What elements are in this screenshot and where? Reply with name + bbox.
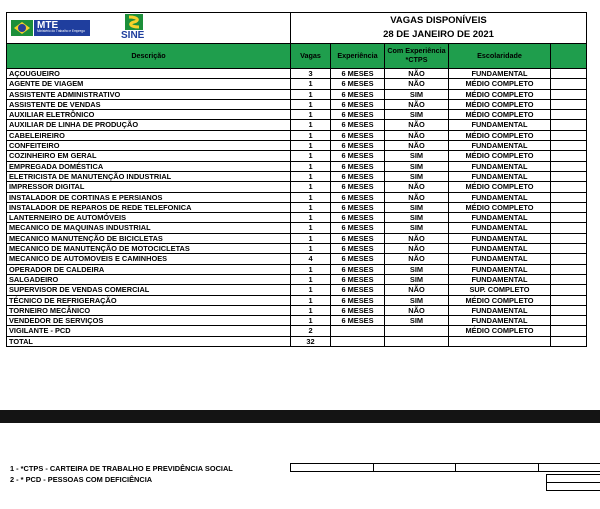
cell-escolaridade: FUNDAMENTAL <box>449 316 551 326</box>
cell-descricao: TÉCNICO DE REFRIGERAÇÃO <box>7 295 291 305</box>
cell-experiencia: 6 MESES <box>331 264 385 274</box>
cell-descricao: IMPRESSOR DIGITAL <box>7 182 291 192</box>
cell-descricao: ELETRICISTA DE MANUTENÇÃO INDUSTRIAL <box>7 171 291 181</box>
cell-descricao: EMPREGADA DOMÉSTICA <box>7 161 291 171</box>
cell-vagas: 1 <box>291 141 331 151</box>
cell-blank <box>551 316 587 326</box>
cell-ctps: NÃO <box>385 285 449 295</box>
cell-escolaridade: MÉDIO COMPLETO <box>449 89 551 99</box>
cell-escolaridade: FUNDAMENTAL <box>449 213 551 223</box>
cell-vagas: 1 <box>291 99 331 109</box>
cell-experiencia: 6 MESES <box>331 99 385 109</box>
footnote-pcd: 2 - * PCD - PESSOAS COM DEFICIÊNCIA <box>10 475 153 484</box>
cell-blank <box>551 79 587 89</box>
cell-vagas: 1 <box>291 305 331 315</box>
cell-vagas: 1 <box>291 213 331 223</box>
cell-escolaridade: MÉDIO COMPLETO <box>449 326 551 336</box>
cell-descricao: AUXILIAR DE LINHA DE PRODUÇÃO <box>7 120 291 130</box>
cell-descricao: AÇOUGUEIRO <box>7 69 291 79</box>
cell-blank <box>551 295 587 305</box>
cell-vagas: 1 <box>291 130 331 140</box>
cell-escolaridade: MÉDIO COMPLETO <box>449 182 551 192</box>
cell-descricao: MECANICO MANUTENÇÃO DE BICICLETAS <box>7 233 291 243</box>
table-row <box>7 79 587 89</box>
cell-ctps: NÃO <box>385 120 449 130</box>
logo-cell <box>7 13 291 44</box>
cell-ctps: NÃO <box>385 182 449 192</box>
cell-vagas: 1 <box>291 161 331 171</box>
table-row <box>7 305 587 315</box>
cell-descricao: TORNEIRO MECÂNICO <box>7 305 291 315</box>
total-row <box>7 336 587 346</box>
footnote-ctps: 1 - *CTPS - CARTEIRA DE TRABALHO E PREVIDÊNCIA SOCIAL <box>10 464 233 473</box>
cell-ctps: SIM <box>385 89 449 99</box>
cell-vagas: 1 <box>291 285 331 295</box>
cell-ctps: SIM <box>385 223 449 233</box>
cell-escolaridade: FUNDAMENTAL <box>449 223 551 233</box>
table-row <box>7 264 587 274</box>
cell-vagas: 1 <box>291 202 331 212</box>
table-row <box>7 99 587 109</box>
cell-descricao: INSTALADOR DE CORTINAS E PERSIANOS <box>7 192 291 202</box>
table-row <box>7 171 587 181</box>
cell-escolaridade: FUNDAMENTAL <box>449 192 551 202</box>
cell-experiencia: 6 MESES <box>331 213 385 223</box>
cell-experiencia: 6 MESES <box>331 141 385 151</box>
cell-vagas: 1 <box>291 171 331 181</box>
total-label: TOTAL <box>7 336 291 346</box>
cell-ctps: NÃO <box>385 233 449 243</box>
cell-experiencia: 6 MESES <box>331 274 385 284</box>
cell-vagas: 1 <box>291 110 331 120</box>
cell-descricao: VENDEDOR DE SERVIÇOS <box>7 316 291 326</box>
cell-ctps: NÃO <box>385 192 449 202</box>
column-header-experiencia: Experiência <box>331 44 385 69</box>
table-row <box>7 233 587 243</box>
page-date: 28 DE JANEIRO DE 2021 <box>383 29 494 40</box>
cell-escolaridade: MÉDIO COMPLETO <box>449 79 551 89</box>
column-header-descricao: Descrição <box>7 44 291 69</box>
cell-experiencia: 6 MESES <box>331 192 385 202</box>
cell-blank <box>551 305 587 315</box>
table-row <box>7 141 587 151</box>
cell-blank <box>551 285 587 295</box>
cell-blank <box>551 254 587 264</box>
brazil-flag-icon <box>11 20 33 36</box>
cell-descricao: SALGADEIRO <box>7 274 291 284</box>
page-title: VAGAS DISPONÍVEIS <box>390 15 487 26</box>
table-row <box>7 182 587 192</box>
cell-blank <box>551 326 587 336</box>
cell-escolaridade: SUP. COMPLETO <box>449 285 551 295</box>
total-vagas: 32 <box>291 336 331 346</box>
vacancies-sheet <box>6 12 586 347</box>
cell-experiencia: 6 MESES <box>331 130 385 140</box>
table-row <box>7 120 587 130</box>
cell-blank <box>551 99 587 109</box>
cell-escolaridade: FUNDAMENTAL <box>449 161 551 171</box>
cell-escolaridade: FUNDAMENTAL <box>449 233 551 243</box>
cell-ctps: NÃO <box>385 130 449 140</box>
cell-blank <box>551 141 587 151</box>
cell-blank <box>551 202 587 212</box>
cell-descricao: AUXILIAR ELETRÔNICO <box>7 110 291 120</box>
cell-vagas: 1 <box>291 264 331 274</box>
cell-descricao: MECANICO DE AUTOMOVEIS E CAMINHOES <box>7 254 291 264</box>
table-row <box>7 110 587 120</box>
table-row <box>7 326 587 336</box>
cell-ctps: SIM <box>385 110 449 120</box>
sine-logo-text: SINE <box>121 30 145 41</box>
cell-ctps: NÃO <box>385 79 449 89</box>
cell-experiencia: 6 MESES <box>331 161 385 171</box>
cell-experiencia: 6 MESES <box>331 151 385 161</box>
cell-escolaridade: FUNDAMENTAL <box>449 274 551 284</box>
title-cell <box>291 13 587 44</box>
cell-ctps <box>385 326 449 336</box>
cell-ctps: SIM <box>385 171 449 181</box>
cell-descricao: MECANICO DE MANUTENÇÃO DE MOTOCICLETAS <box>7 244 291 254</box>
cell-experiencia: 6 MESES <box>331 244 385 254</box>
cell-descricao: ASSISTENTE ADMINISTRATIVO <box>7 89 291 99</box>
cell-experiencia: 6 MESES <box>331 120 385 130</box>
cell-vagas: 1 <box>291 233 331 243</box>
table-row <box>7 192 587 202</box>
cell-vagas: 1 <box>291 79 331 89</box>
cell-experiencia: 6 MESES <box>331 316 385 326</box>
cell-blank <box>551 274 587 284</box>
table-row <box>7 89 587 99</box>
cell-experiencia: 6 MESES <box>331 171 385 181</box>
cell-blank <box>551 89 587 99</box>
cell-descricao: CABELEIREIRO <box>7 130 291 140</box>
cell-vagas: 2 <box>291 326 331 336</box>
table-row <box>7 316 587 326</box>
cell-descricao: SUPERVISOR DE VENDAS COMERCIAL <box>7 285 291 295</box>
cell-blank <box>551 182 587 192</box>
table-row <box>7 161 587 171</box>
cell-blank <box>551 110 587 120</box>
cell-escolaridade: FUNDAMENTAL <box>449 244 551 254</box>
cell-experiencia: 6 MESES <box>331 285 385 295</box>
cell-blank <box>551 161 587 171</box>
cell-escolaridade: FUNDAMENTAL <box>449 171 551 181</box>
cell-blank <box>551 264 587 274</box>
cell-experiencia: 6 MESES <box>331 182 385 192</box>
vacancies-table <box>6 12 587 347</box>
table-row <box>7 130 587 140</box>
cell-experiencia: 6 MESES <box>331 233 385 243</box>
cell-escolaridade: FUNDAMENTAL <box>449 69 551 79</box>
cell-descricao: MECANICO DE MAQUINAS INDUSTRIAL <box>7 223 291 233</box>
cell-vagas: 1 <box>291 244 331 254</box>
cell-blank <box>551 130 587 140</box>
cell-blank <box>551 151 587 161</box>
cell-experiencia <box>331 326 385 336</box>
cell-escolaridade: MÉDIO COMPLETO <box>449 110 551 120</box>
mte-logo-subtext: Ministério do Trabalho e Emprego <box>37 29 85 33</box>
cell-experiencia: 6 MESES <box>331 110 385 120</box>
cell-ctps: SIM <box>385 213 449 223</box>
cell-ctps: NÃO <box>385 305 449 315</box>
cell-descricao: VIGILANTE - PCD <box>7 326 291 336</box>
cell-descricao: INSTALADOR DE REPAROS DE REDE TELEFONICA <box>7 202 291 212</box>
cell-vagas: 3 <box>291 69 331 79</box>
cell-ctps: NÃO <box>385 69 449 79</box>
cell-experiencia: 6 MESES <box>331 89 385 99</box>
cell-descricao: CONFEITEIRO <box>7 141 291 151</box>
table-row <box>7 213 587 223</box>
dark-divider-band <box>0 410 600 423</box>
cell-blank <box>551 223 587 233</box>
cell-ctps: NÃO <box>385 141 449 151</box>
cell-experiencia: 6 MESES <box>331 254 385 264</box>
cell-escolaridade: MÉDIO COMPLETO <box>449 130 551 140</box>
cell-experiencia: 6 MESES <box>331 202 385 212</box>
cell-experiencia: 6 MESES <box>331 305 385 315</box>
column-header-vagas: Vagas <box>291 44 331 69</box>
mte-logo-text: MTE <box>37 20 59 31</box>
table-row <box>7 244 587 254</box>
table-row <box>7 151 587 161</box>
cell-escolaridade: FUNDAMENTAL <box>449 264 551 274</box>
cell-blank <box>551 233 587 243</box>
cell-escolaridade: MÉDIO COMPLETO <box>449 202 551 212</box>
cell-blank <box>551 244 587 254</box>
cell-vagas: 1 <box>291 89 331 99</box>
cell-vagas: 1 <box>291 223 331 233</box>
cell-blank <box>551 120 587 130</box>
table-row <box>7 295 587 305</box>
cell-ctps: SIM <box>385 316 449 326</box>
table-row <box>7 202 587 212</box>
cell-escolaridade: FUNDAMENTAL <box>449 305 551 315</box>
cell-blank <box>551 192 587 202</box>
sine-logo <box>117 14 153 42</box>
cell-blank <box>551 69 587 79</box>
cell-vagas: 1 <box>291 120 331 130</box>
footnote-grid <box>290 463 600 472</box>
cell-ctps: SIM <box>385 295 449 305</box>
cell-vagas: 1 <box>291 316 331 326</box>
table-row <box>7 223 587 233</box>
cell-experiencia: 6 MESES <box>331 295 385 305</box>
cell-escolaridade: FUNDAMENTAL <box>449 120 551 130</box>
cell-vagas: 1 <box>291 295 331 305</box>
cell-experiencia: 6 MESES <box>331 69 385 79</box>
cell-ctps: SIM <box>385 274 449 284</box>
sine-mark-icon <box>125 14 143 30</box>
table-row <box>7 69 587 79</box>
cell-descricao: LANTERNEIRO DE AUTOMÓVEIS <box>7 213 291 223</box>
cell-vagas: 1 <box>291 182 331 192</box>
cell-blank <box>551 213 587 223</box>
table-body <box>7 69 587 337</box>
cell-escolaridade: FUNDAMENTAL <box>449 254 551 264</box>
cell-vagas: 1 <box>291 274 331 284</box>
cell-ctps: NÃO <box>385 99 449 109</box>
table-row <box>7 274 587 284</box>
column-header-ctps: Com Experiência *CTPS <box>385 44 449 69</box>
cell-escolaridade: MÉDIO COMPLETO <box>449 295 551 305</box>
cell-escolaridade: MÉDIO COMPLETO <box>449 151 551 161</box>
cell-ctps: SIM <box>385 264 449 274</box>
cell-ctps: SIM <box>385 202 449 212</box>
cell-descricao: COZINHEIRO EM GERAL <box>7 151 291 161</box>
mte-logo <box>11 15 91 41</box>
cell-ctps: NÃO <box>385 254 449 264</box>
column-header-blank <box>551 44 587 69</box>
cell-ctps: SIM <box>385 151 449 161</box>
cell-descricao: ASSISTENTE DE VENDAS <box>7 99 291 109</box>
cell-ctps: SIM <box>385 161 449 171</box>
cell-ctps: NÃO <box>385 244 449 254</box>
table-row <box>7 285 587 295</box>
cell-blank <box>551 171 587 181</box>
cell-descricao: OPERADOR DE CALDEIRA <box>7 264 291 274</box>
cell-vagas: 4 <box>291 254 331 264</box>
footnote-grid-small <box>546 474 600 491</box>
column-header-escolaridade: Escolaridade <box>449 44 551 69</box>
cell-descricao: AGENTE DE VIAGEM <box>7 79 291 89</box>
cell-experiencia: 6 MESES <box>331 223 385 233</box>
cell-vagas: 1 <box>291 192 331 202</box>
cell-escolaridade: MÉDIO COMPLETO <box>449 99 551 109</box>
cell-escolaridade: FUNDAMENTAL <box>449 141 551 151</box>
cell-experiencia: 6 MESES <box>331 79 385 89</box>
cell-vagas: 1 <box>291 151 331 161</box>
table-row <box>7 254 587 264</box>
